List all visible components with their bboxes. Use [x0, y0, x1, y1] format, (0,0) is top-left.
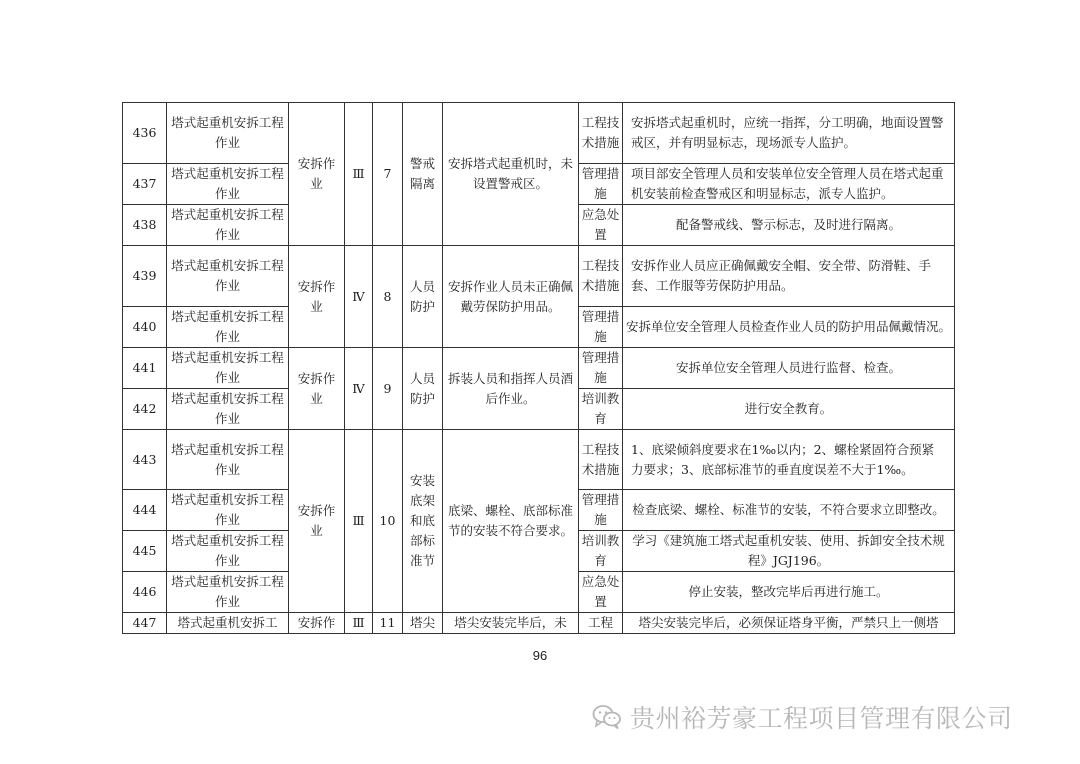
- category-cell: 安拆作业: [289, 246, 345, 348]
- measure-detail-cell: 检查底梁、螺栓、标准节的安装，不符合要求立即整改。: [623, 490, 955, 531]
- seq-cell: 446: [123, 572, 167, 613]
- seq-cell: 436: [123, 103, 167, 164]
- hazard-item-cell: 人员防护: [403, 246, 443, 348]
- category-cell: 安拆作: [289, 613, 345, 634]
- measure-type-cell: 管理措施: [579, 348, 623, 389]
- seq-cell: 443: [123, 430, 167, 490]
- hazard-desc-cell: 拆装人员和指挥人员酒后作业。: [443, 348, 579, 430]
- project-cell: 塔式起重机安拆工程作业: [167, 572, 289, 613]
- watermark: [592, 700, 1013, 734]
- measure-type-cell: 应急处置: [579, 205, 623, 246]
- hazard-desc-cell: 底梁、螺栓、底部标准节的安装不符合要求。: [443, 430, 579, 613]
- measure-detail-cell: 安拆单位安全管理人员检查作业人员的防护用品佩戴情况。: [623, 307, 955, 348]
- hazard-desc-cell: 安拆作业人员未正确佩戴劳保防护用品。: [443, 246, 579, 348]
- seq-cell: 439: [123, 246, 167, 307]
- seq-cell: 444: [123, 490, 167, 531]
- project-cell: 塔式起重机安拆工程作业: [167, 164, 289, 205]
- measure-type-cell: 培训教育: [579, 389, 623, 430]
- project-cell: 塔式起重机安拆工程作业: [167, 103, 289, 164]
- hazard-item-cell: 安装底架和底部标准节: [403, 430, 443, 613]
- watermark-text: 贵州裕芳豪工程项目管理有限公司: [630, 704, 1013, 733]
- project-cell: 塔式起重机安拆工程作业: [167, 430, 289, 490]
- level-cell: Ⅲ: [345, 103, 373, 246]
- table-row: [123, 430, 955, 471]
- measure-detail-cell: 学习《建筑施工塔式起重机安装、使用、拆卸安全技术规程》JGJ196。: [623, 531, 955, 572]
- hazard-no-cell: 9: [373, 348, 403, 430]
- measure-type-cell: 工程技术措施: [579, 103, 623, 164]
- level-cell: Ⅲ: [345, 613, 373, 634]
- measure-type-cell: 工程技术措施: [579, 430, 623, 490]
- hazard-item-cell: 警戒隔离: [403, 103, 443, 246]
- table-row: [123, 103, 955, 144]
- project-cell: 塔式起重机安拆工程作业: [167, 205, 289, 246]
- project-cell: 塔式起重机安拆工程作业: [167, 348, 289, 389]
- level-cell: Ⅳ: [345, 246, 373, 348]
- measure-detail-cell: 进行安全教育。: [623, 389, 955, 430]
- project-cell: 塔式起重机安拆工程作业: [167, 307, 289, 348]
- table-row: [123, 348, 955, 389]
- category-cell: 安拆作业: [289, 103, 345, 246]
- hazard-desc-cell: 塔尖安装完毕后，未: [443, 613, 579, 634]
- measure-detail-cell: 安拆作业人员应正确佩戴安全帽、安全带、防滑鞋、手套、工作服等劳保防护用品。: [623, 246, 955, 307]
- measure-detail-cell: 1、底梁倾斜度要求在1‰以内；2、螺栓紧固符合预紧力要求；3、底部标准节的垂直度误差不大于1‰。: [623, 430, 955, 490]
- category-cell: 安拆作业: [289, 430, 345, 613]
- level-cell: Ⅲ: [345, 430, 373, 613]
- hazard-no-cell: 8: [373, 246, 403, 348]
- seq-cell: 447: [123, 613, 167, 634]
- project-cell: 塔式起重机安拆工程作业: [167, 490, 289, 531]
- measure-type-cell: 管理措施: [579, 307, 623, 348]
- measure-type-cell: 工程技术措施: [579, 246, 623, 307]
- seq-cell: 437: [123, 164, 167, 205]
- measure-detail-cell: 停止安装，整改完毕后再进行施工。: [623, 572, 955, 613]
- measure-type-cell: 培训教育: [579, 531, 623, 572]
- measure-type-cell: 管理措施: [579, 164, 623, 205]
- seq-cell: 445: [123, 531, 167, 572]
- measure-detail-cell: 塔尖安装完毕后，必须保证塔身平衡，严禁只上一侧塔: [623, 613, 955, 634]
- project-cell: 塔式起重机安拆工: [167, 613, 289, 634]
- measure-type-cell: 应急处置: [579, 572, 623, 613]
- project-cell: 塔式起重机安拆工程作业: [167, 389, 289, 430]
- measure-detail-cell: 安拆单位安全管理人员进行监督、检查。: [623, 348, 955, 389]
- seq-cell: 440: [123, 307, 167, 348]
- seq-cell: 438: [123, 205, 167, 246]
- hazard-desc-cell: 安拆塔式起重机时，未设置警戒区。: [443, 103, 579, 246]
- measure-type-cell: 工程: [579, 613, 623, 634]
- measure-type-cell: 管理措施: [579, 490, 623, 531]
- table-row: [123, 613, 955, 634]
- seq-cell: 442: [123, 389, 167, 430]
- hazard-control-table: [122, 102, 955, 634]
- hazard-item-cell: 塔尖: [403, 613, 443, 634]
- seq-cell: 441: [123, 348, 167, 389]
- hazard-no-cell: 10: [373, 430, 403, 613]
- wechat-icon: [592, 704, 622, 730]
- project-cell: 塔式起重机安拆工程作业: [167, 246, 289, 307]
- hazard-no-cell: 7: [373, 103, 403, 246]
- measure-detail-cell: 项目部安全管理人员和安装单位安全管理人员在塔式起重机安装前检查警戒区和明显标志，派专人监护。: [623, 164, 955, 205]
- table-row: [123, 246, 955, 287]
- category-cell: 安拆作业: [289, 348, 345, 430]
- hazard-no-cell: 11: [373, 613, 403, 634]
- project-cell: 塔式起重机安拆工程作业: [167, 531, 289, 572]
- measure-detail-cell: 安拆塔式起重机时，应统一指挥，分工明确，地面设置警戒区，并有明显标志，现场派专人监护。: [623, 103, 955, 164]
- hazard-item-cell: 人员防护: [403, 348, 443, 430]
- page-number: 96: [532, 648, 548, 663]
- measure-detail-cell: 配备警戒线、警示标志，及时进行隔离。: [623, 205, 955, 246]
- level-cell: Ⅳ: [345, 348, 373, 430]
